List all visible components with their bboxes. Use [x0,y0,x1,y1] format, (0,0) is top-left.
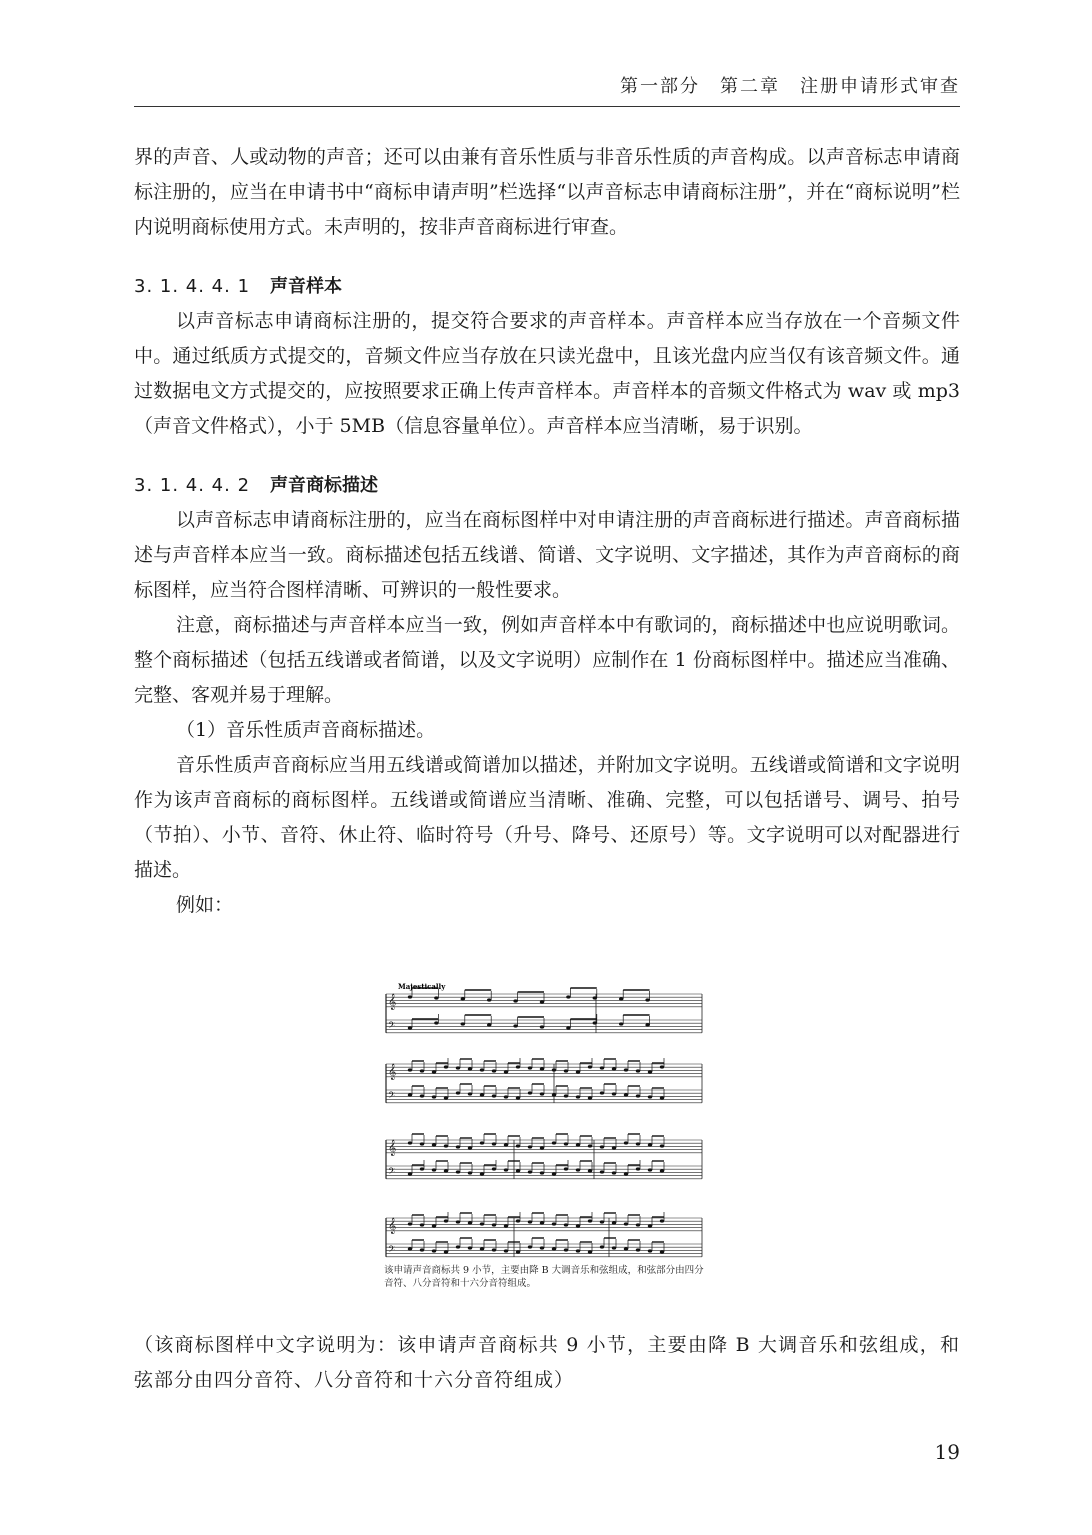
section-number: 3. 1. 4. 4. 2 [134,475,251,496]
section-heading-sound-sample [134,269,960,304]
figure-caption: 该申请声音商标共 9 小节，主要由降 B 大调音乐和弦组成，和弦部分由四分音符、八分音符和十六分音符组成。 [384,1265,704,1289]
music-score-figure [384,982,706,1302]
page-number: 19 [934,1440,960,1464]
paragraph-description-2: 注意，商标描述与声音样本应当一致，例如声音样本中有歌词的，商标描述中也应说明歌词。整个商标描述（包括五线谱或者简谱，以及文字说明）应制作在 1 份商标图样中。描述应当准确、完整、客观并易于理解。 [134,614,960,706]
running-title: 第一部分 第二章 注册申请形式审查 [620,76,960,97]
paragraph-description-1: 以声音标志申请商标注册的，应当在商标图样中对申请注册的声音商标进行描述。声音商标描述与声音样本应当一致。商标描述包括五线谱、简谱、文字说明、文字描述，其作为声音商标的商标图样，应当符合图样清晰、可辨识的一般性要求。 [134,509,960,601]
sheet-music-image [384,982,706,1262]
section-title: 声音样本 [270,276,343,297]
tempo-marking: Majestically [398,982,446,991]
paragraph-sound-sample: 以声音标志申请商标注册的，提交符合要求的声音样本。声音样本应当存放在一个音频文件中。通过纸质方式提交的，音频文件应当存放在只读光盘中，且该光盘内应当仅有该音频文件。通过数据电文方式提交的，应按照要求正确上传声音样本。声音样本的音频文件格式为 wav 或 mp3（声音文件格式），小于 5MB（信息容量单位）。声音样本应当清晰，易于识别。 [134,310,960,437]
paragraph-intro: 界的声音、人或动物的声音；还可以由兼有音乐性质与非音乐性质的声音构成。以声音标志申请商标注册的，应当在申请书中“商标申请声明”栏选择“以声音标志申请商标注册”，并在“商标说明”栏内说明商标使用方式。未声明的，按非声音商标进行审查。 [134,146,960,238]
page-body [134,140,960,923]
svg-text:𝄢: 𝄢 [388,1090,396,1103]
paragraph-list-item: （1）音乐性质声音商标描述。 [176,719,436,741]
svg-text:𝄢: 𝄢 [388,1166,396,1179]
figure-text-caption: （该商标图样中文字说明为：该申请声音商标共 9 小节，主要由降 B 大调音乐和弦组成，和弦部分由四分音符、八分音符和十六分音符组成） [134,1334,960,1391]
section-heading-sound-description [134,468,960,503]
svg-text:𝄞: 𝄞 [388,1064,397,1080]
svg-text:𝄞: 𝄞 [388,1218,397,1234]
svg-text:𝄞: 𝄞 [388,1140,397,1156]
svg-text:𝄢: 𝄢 [388,1020,396,1033]
svg-text:𝄞: 𝄞 [388,994,397,1010]
svg-text:𝄢: 𝄢 [388,1244,396,1257]
paragraph-description-3: 音乐性质声音商标应当用五线谱或简谱加以描述，并附加文字说明。五线谱或简谱和文字说明作为该声音商标的商标图样。五线谱或简谱应当清晰、准确、完整，可以包括谱号、调号、拍号（节拍）、小节、音符、休止符、临时符号（升号、降号、还原号）等。文字说明可以对配器进行描述。 [134,754,960,881]
section-title: 声音商标描述 [270,475,379,496]
running-header [134,68,960,107]
section-number: 3. 1. 4. 4. 1 [134,276,251,297]
paragraph-example: 例如： [176,894,234,916]
